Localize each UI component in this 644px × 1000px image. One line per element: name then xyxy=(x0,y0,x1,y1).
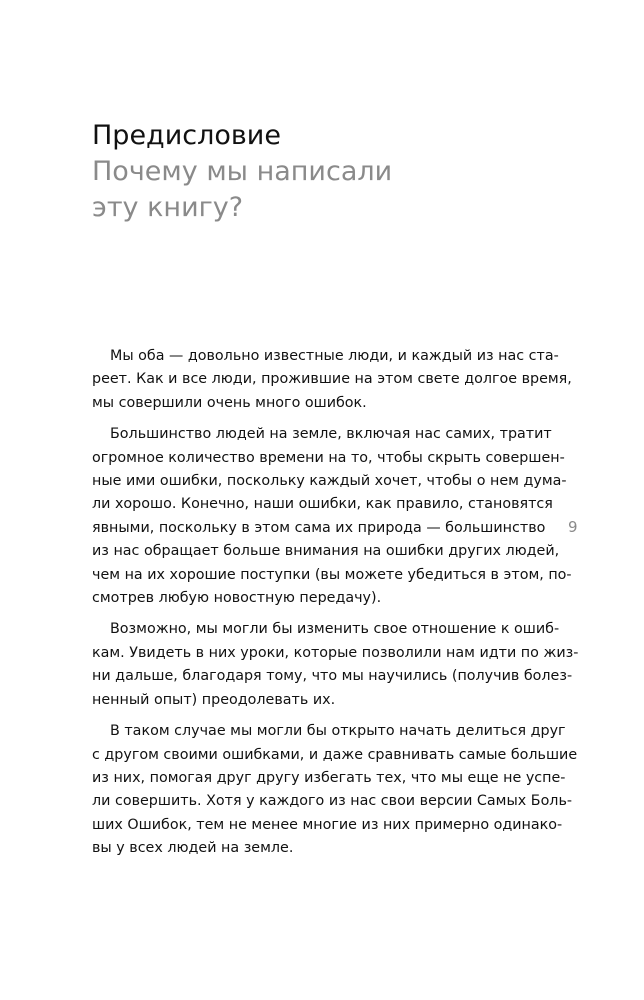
paragraph-3 xyxy=(92,618,579,712)
text-line: ших Ошибок, тем не менее многие из них примерно одинако- xyxy=(92,816,563,833)
paragraph-4 xyxy=(92,720,578,860)
text-line: огромное количество времени на то, чтобы скрыть совершен- xyxy=(92,449,565,466)
text-line: ные ими ошибки, поскольку каждый хочет, чтобы о нем дума- xyxy=(92,473,567,490)
text-line: явными, поскольку в этом сама их природа — большинство xyxy=(92,519,546,536)
chapter-subtitle-line-2: эту книгу? xyxy=(92,192,244,223)
text-line: из них, помогая друг другу избегать тех, что мы еще не успе- xyxy=(92,769,566,786)
text-line: смотрев любую новостную передачу). xyxy=(92,590,382,607)
text-line: Мы оба — довольно известные люди, и каждый из нас ста- xyxy=(110,348,559,364)
text-line: ли совершить. Хотя у каждого из нас свои версии Самых Боль- xyxy=(92,793,573,810)
text-line: ли хорошо. Конечно, наши ошибки, как правило, становятся xyxy=(92,496,553,513)
body-text xyxy=(92,345,579,869)
text-line: реет. Как и все люди, прожившие на этом свете долгое время, xyxy=(92,371,572,388)
text-line: Возможно, мы могли бы изменить свое отношение к ошиб- xyxy=(110,621,560,638)
text-line: мы совершили очень много ошибок. xyxy=(92,394,367,411)
text-line: ненный опыт) преодолевать их. xyxy=(92,691,336,708)
text-line: с другом своими ошибками, и даже сравнивать самые большие xyxy=(92,746,578,763)
text-line: чем на их хорошие поступки (вы можете убедиться в этом, по- xyxy=(92,566,572,583)
chapter-subtitle-line-1: Почему мы написали xyxy=(92,156,393,187)
text-line: из нас обращает больше внимания на ошибки других людей, xyxy=(92,543,560,560)
paragraph-2 xyxy=(92,423,572,610)
text-line: ни дальше, благодаря тому, что мы научились (получив болез- xyxy=(92,668,573,685)
chapter-heading xyxy=(92,118,452,226)
chapter-title: Предисловие xyxy=(92,120,281,151)
page-number: 9 xyxy=(568,518,578,536)
text-line: В таком случае мы могли бы открыто начать делиться друг xyxy=(110,723,566,740)
text-line: вы у всех людей на земле. xyxy=(92,840,294,857)
text-line: Большинство людей на земле, включая нас самих, тратит xyxy=(110,426,552,443)
paragraph-1 xyxy=(92,345,572,415)
text-line: кам. Увидеть в них уроки, которые позволили нам идти по жиз- xyxy=(92,644,579,661)
